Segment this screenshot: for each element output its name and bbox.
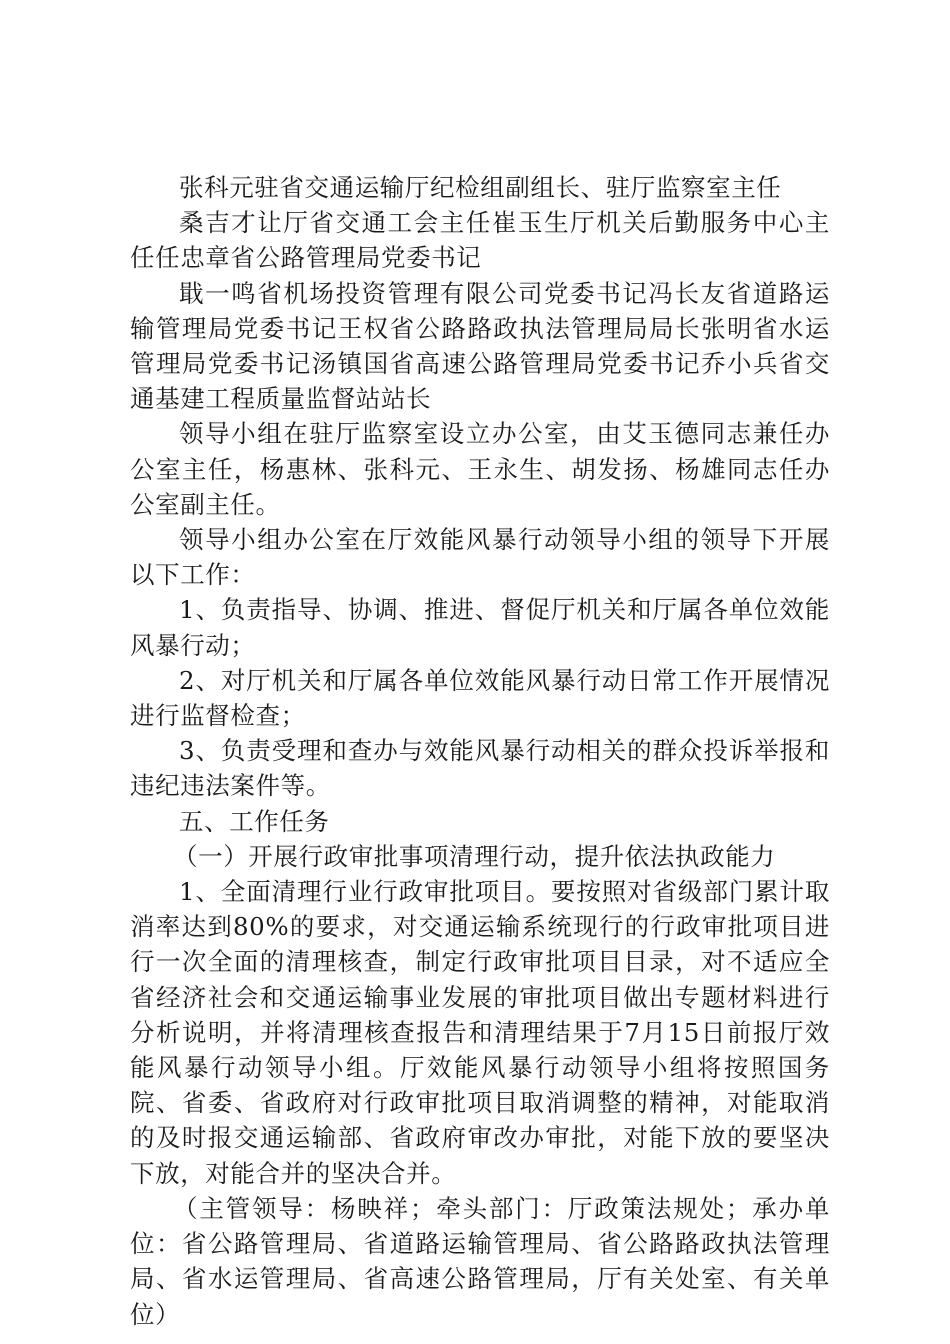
paragraph-sangji-cairang: 桑吉才让厅省交通工会主任崔玉生厅机关后勤服务中心主任任忠章省公路管理局党委书记 <box>130 208 830 273</box>
section-heading-tasks: 五、工作任务 <box>179 806 330 836</box>
paragraph-office-duties-intro: 领导小组办公室在厅效能风暴行动领导小组的领导下开展以下工作： <box>130 525 830 590</box>
list-item-duty-1: 1、负责指导、协调、推进、督促厅机关和厅属各单位效能风暴行动； <box>130 595 830 660</box>
paragraph-ji-yiming: 戢一鸣省机场投资管理有限公司党委书记冯长友省道路运输管理局党委书记王权省公路路政执法管理局局长张明省水运管理局党委书记汤镇国省高速公路管理局党委书记乔小兵省交通基建工程质量监督站站长 <box>130 278 830 414</box>
list-item-duty-3: 3、负责受理和查办与效能风暴行动相关的群众投诉举报和违纪违法案件等。 <box>130 736 830 801</box>
document-body <box>130 170 830 1332</box>
paragraph-office-setup: 领导小组在驻厅监察室设立办公室，由艾玉德同志兼任办公室主任，杨惠林、张科元、王永生、胡发扬、杨雄同志任办公室副主任。 <box>130 419 830 519</box>
list-item-duty-2: 2、对厅机关和厅属各单位效能风暴行动日常工作开展情况进行监督检查； <box>130 665 830 731</box>
paragraph-task-1-responsibility: （主管领导：杨映祥；牵头部门：厅政策法规处；承办单位：省公路管理局、省道路运输管理局、省公路路政执法管理局、省水运管理局、省高速公路管理局，厅有关处室、有关单位） <box>130 1193 830 1329</box>
paragraph-zhang-keyuan: 张科元驻省交通运输厅纪检组副组长、驻厅监察室主任 <box>179 173 782 202</box>
subsection-heading-1: （一）开展行政审批事项清理行动，提升依法执政能力 <box>173 841 776 871</box>
paragraph-task-1: 1、全面清理行业行政审批项目。要按照对省级部门累计取消率达到80%的要求，对交通运输系统现行的行政审批项目进行一次全面的清理核查，制定行政审批项目目录，对不适应全省经济社会和交通运输事业发展的审批项目做出专题材料进行分析说明，并将清理核查报告和清理结果于7月15日前报厅效能风暴行动领导小组。厅效能风暴行动领导小组将按照国务院、省委、省政府对行政审批项目取消调整的精神，对能取消的及时报交通运输部、省政府审改办审批，对能下放的要坚决下放，对能合并的坚决合并。 <box>130 877 830 1188</box>
